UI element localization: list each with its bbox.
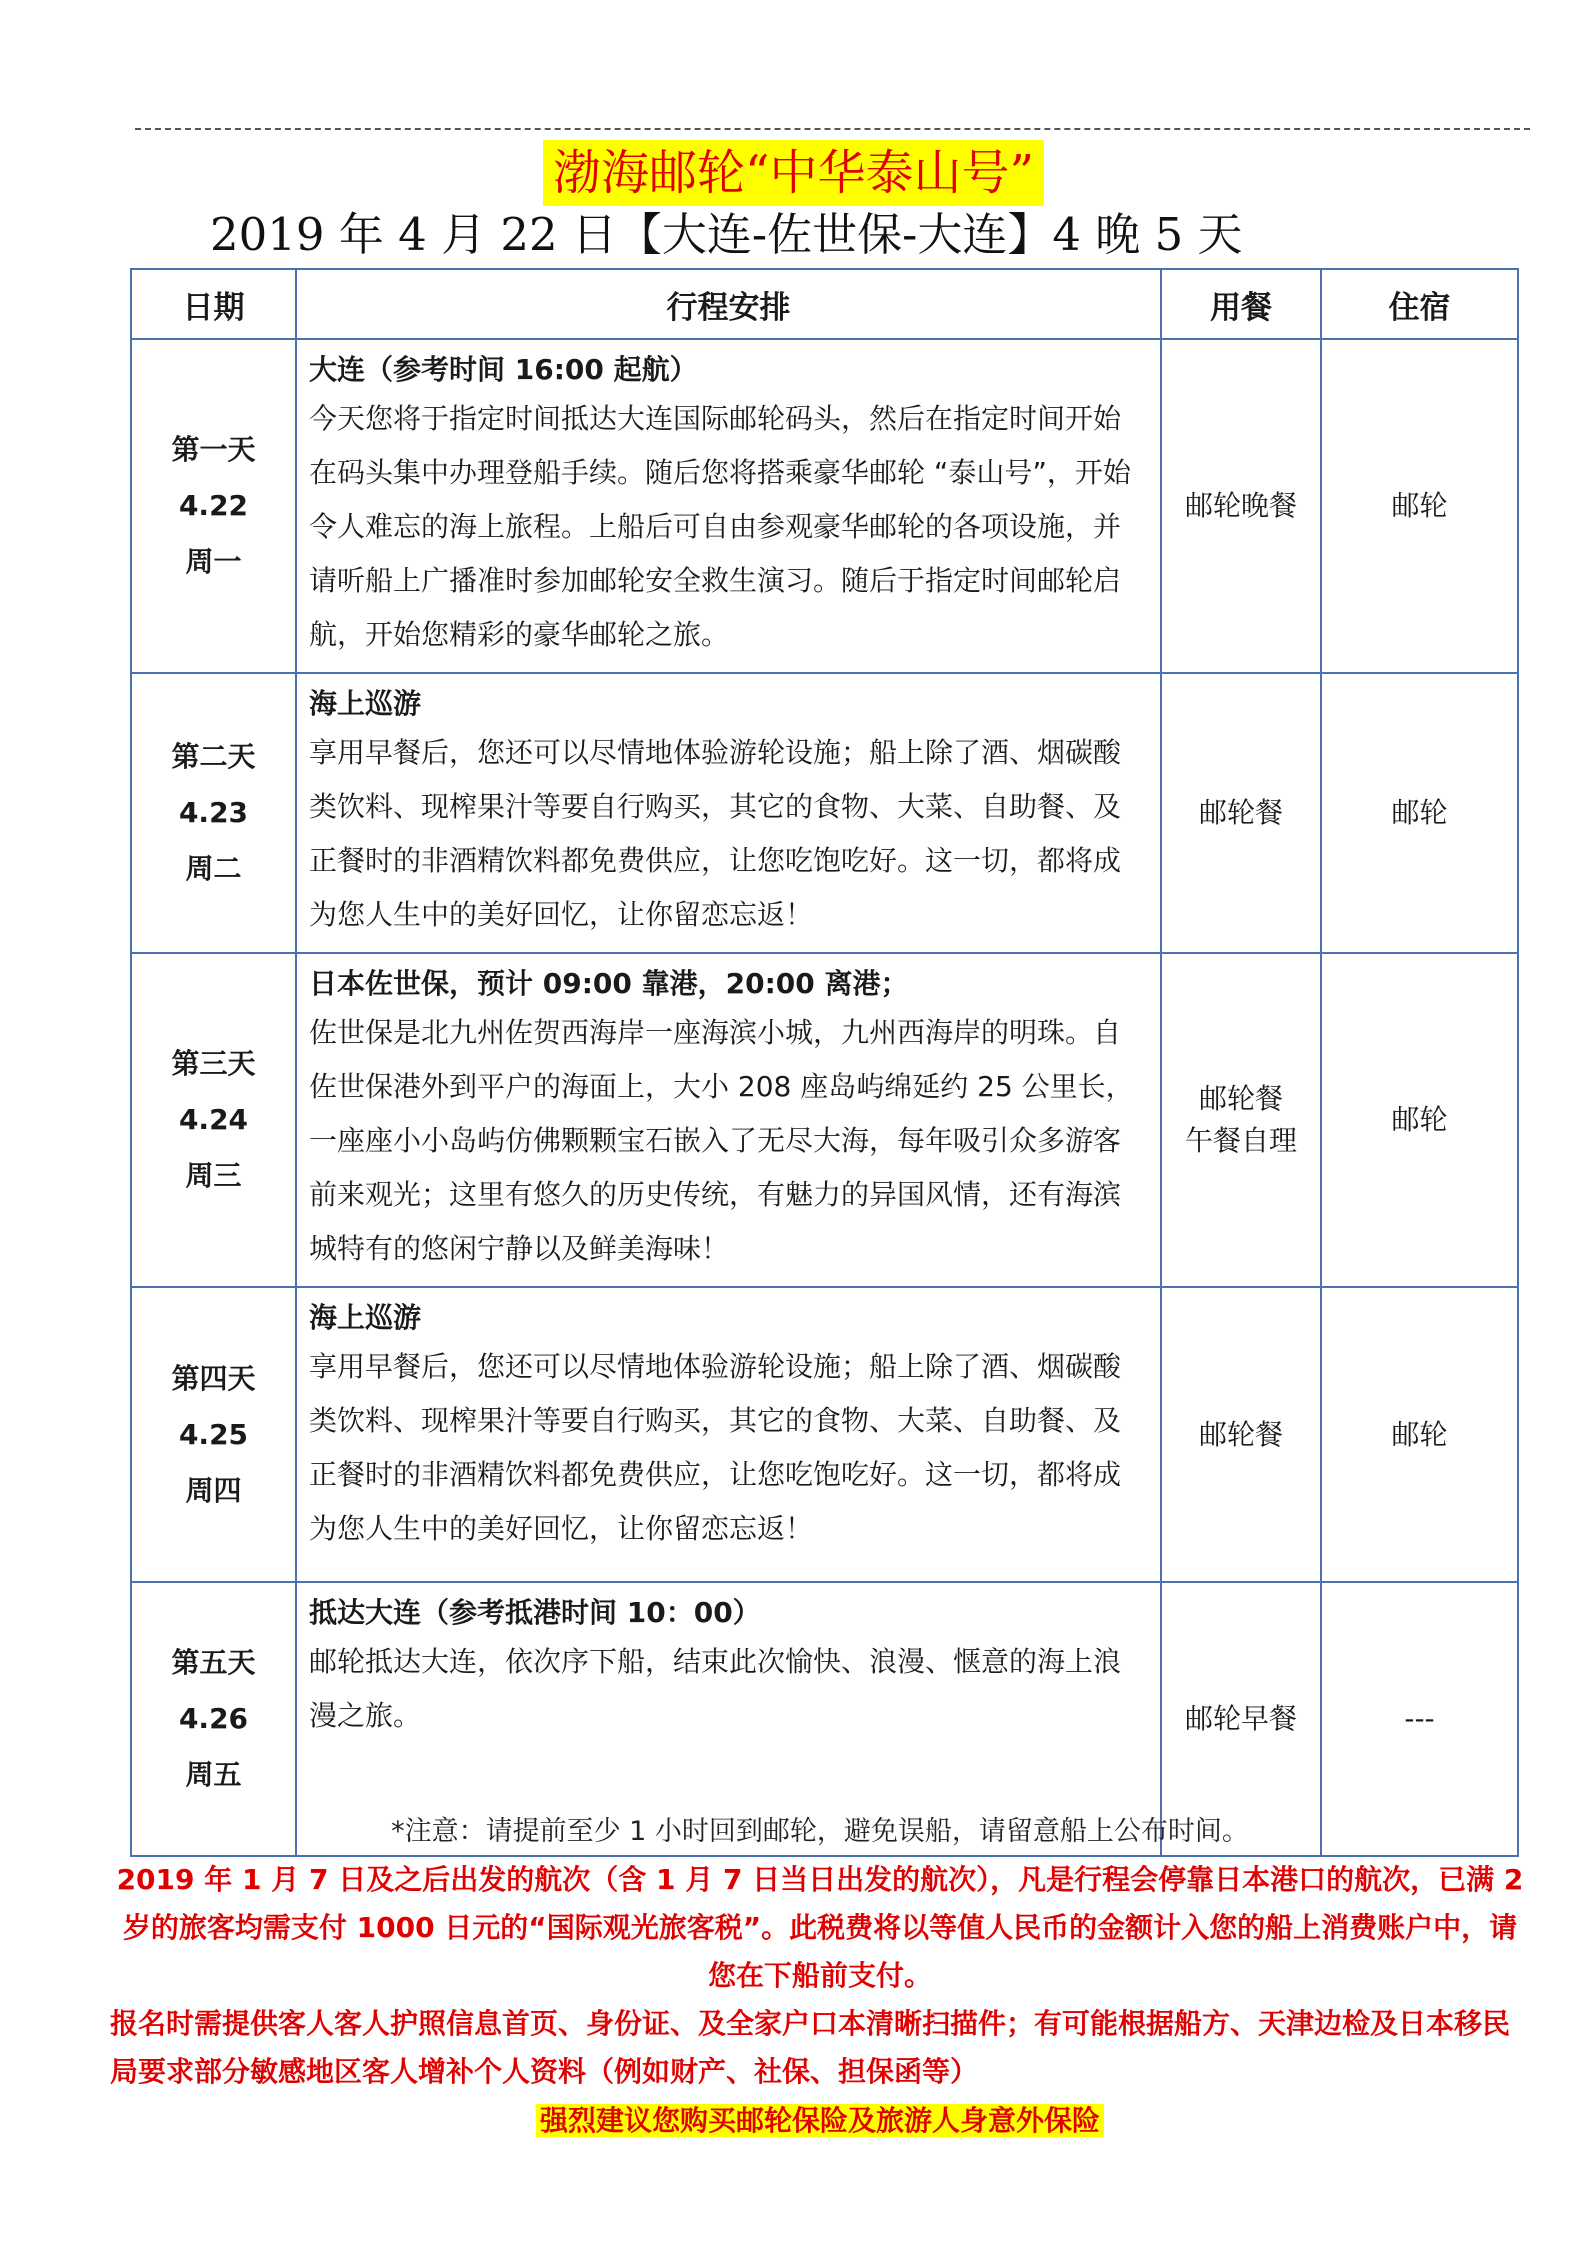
itinerary-table bbox=[130, 268, 1519, 1857]
plan-cell bbox=[296, 673, 1161, 953]
day-date: 4.25 bbox=[178, 1417, 249, 1451]
meal-cell bbox=[1161, 673, 1321, 953]
day-label: 第五天 bbox=[171, 1646, 256, 1679]
day-weekday: 周一 bbox=[185, 545, 242, 578]
meal-text: 邮轮晚餐 bbox=[1184, 489, 1297, 522]
day-weekday: 周三 bbox=[185, 1159, 242, 1192]
table-row bbox=[131, 673, 1518, 953]
day-cell bbox=[131, 953, 296, 1287]
table-header-row bbox=[131, 269, 1518, 339]
day-label: 第一天 bbox=[171, 433, 256, 466]
day-cell bbox=[131, 673, 296, 953]
plan-body: 享用早餐后，您还可以尽情地体验游轮设施；船上除了酒、烟碳酸类饮料、现榨果汁等要自行购买，其它的食物、大菜、自助餐、及正餐时的非酒精饮料都免费供应，让您吃饱吃好。这一切，都将成为您人生中的美好回忆，让你留恋忘返！ bbox=[309, 1350, 1122, 1545]
stay-cell: 邮轮 bbox=[1321, 339, 1518, 673]
plan-cell bbox=[296, 339, 1161, 673]
stay-cell: 邮轮 bbox=[1321, 953, 1518, 1287]
plan-heading: 抵达大连（参考抵港时间 10：00） bbox=[309, 1596, 761, 1629]
day-date: 4.22 bbox=[178, 489, 249, 522]
page-subtitle: 2019 年 4 月 22 日【大连-佐世保-大连】4 晚 5 天 bbox=[210, 208, 1243, 261]
page-title: 渤海邮轮“中华泰山号” bbox=[543, 140, 1044, 206]
title-block bbox=[0, 140, 1587, 206]
plan-body: 佐世保是北九州佐贺西海岸一座海滨小城，九州西海岸的明珠。自佐世保港外到平户的海面上，大小 208 座岛屿绵延约 25 公里长，一座座小小岛屿仿佛颗颗宝石嵌入了无尽大海，每年吸引众多游客前来观光；这里有悠久的历史传统，有魅力的异国风情，还有海滨城特有的悠闲宁静以及鲜美海味！ bbox=[309, 1016, 1134, 1265]
plan-body: 今天您将于指定时间抵达大连国际邮轮码头，然后在指定时间开始在码头集中办理登船手续。随后您将搭乘豪华邮轮 “泰山号”，开始令人难忘的海上旅程。上船后可自由参观豪华邮轮的各项设施，并请听船上广播准时参加邮轮安全救生演习。随后于指定时间邮轮启航，开始您精彩的豪华邮轮之旅。 bbox=[309, 402, 1131, 651]
day-weekday: 周二 bbox=[185, 852, 242, 885]
meal-cell bbox=[1161, 339, 1321, 673]
day-label: 第二天 bbox=[171, 740, 256, 773]
header-meal: 用餐 bbox=[1161, 269, 1321, 339]
stay-cell: --- bbox=[1321, 1582, 1518, 1856]
plan-body: 邮轮抵达大连，依次序下船，结束此次愉快、浪漫、惬意的海上浪漫之旅。 bbox=[309, 1645, 1122, 1732]
day-date: 4.24 bbox=[178, 1103, 249, 1136]
header-date: 日期 bbox=[131, 269, 296, 339]
table-row bbox=[131, 953, 1518, 1287]
plan-heading: 海上巡游 bbox=[309, 1301, 422, 1334]
plan-body: 享用早餐后，您还可以尽情地体验游轮设施；船上除了酒、烟碳酸类饮料、现榨果汁等要自行购买，其它的食物、大菜、自助餐、及正餐时的非酒精饮料都免费供应，让您吃饱吃好。这一切，都将成为您人生中的美好回忆，让你留恋忘返！ bbox=[309, 736, 1122, 931]
header-stay: 住宿 bbox=[1321, 269, 1518, 339]
plan-cell bbox=[296, 1287, 1161, 1582]
stay-cell: 邮轮 bbox=[1321, 673, 1518, 953]
header-plan: 行程安排 bbox=[296, 269, 1161, 339]
day-cell bbox=[131, 1287, 296, 1582]
dashed-divider bbox=[135, 128, 1530, 130]
documents-notice: 报名时需提供客人客人护照信息首页、身份证、及全家户口本清晰扫描件；有可能根据船方、天津边检及日本移民局要求部分敏感地区客人增补个人资料（例如财产、社保、担保函等） bbox=[110, 2007, 1511, 2088]
plan-heading: 日本佐世保，预计 09:00 靠港，20:00 离港； bbox=[309, 967, 909, 1000]
day-date: 4.23 bbox=[178, 796, 249, 829]
meal-text: 邮轮餐 bbox=[1198, 1082, 1283, 1115]
plan-cell bbox=[296, 953, 1161, 1287]
day-date: 4.26 bbox=[178, 1702, 249, 1735]
stay-cell: 邮轮 bbox=[1321, 1287, 1518, 1582]
table-row bbox=[131, 1287, 1518, 1582]
day-cell bbox=[131, 339, 296, 673]
day-label: 第四天 bbox=[171, 1361, 256, 1395]
plan-heading: 海上巡游 bbox=[309, 687, 422, 720]
plan-heading: 大连（参考时间 16:00 起航） bbox=[309, 353, 698, 386]
notes-section bbox=[110, 1808, 1530, 2144]
meal-cell bbox=[1161, 1287, 1321, 1582]
meal-note: 午餐自理 bbox=[1184, 1124, 1297, 1157]
day-label: 第三天 bbox=[171, 1047, 256, 1080]
insurance-block bbox=[110, 2098, 1530, 2144]
return-notice: *注意：请提前至少 1 小时回到邮轮，避免误船，请留意船上公布时间。 bbox=[391, 1816, 1249, 1847]
meal-cell bbox=[1161, 953, 1321, 1287]
day-weekday: 周五 bbox=[185, 1758, 242, 1791]
meal-text: 邮轮餐 bbox=[1198, 1417, 1283, 1451]
insurance-notice: 强烈建议您购买邮轮保险及旅游人身意外保险 bbox=[536, 2104, 1104, 2137]
day-weekday: 周四 bbox=[185, 1473, 242, 1507]
meal-text: 邮轮早餐 bbox=[1184, 1702, 1297, 1735]
tax-notice: 2019 年 1 月 7 日及之后出发的航次（含 1 月 7 日当日出发的航次），凡是行程会停靠日本港口的航次，已满 2 岁的旅客均需支付 1000 日元的“国际观光旅客税”。此税费将以等值人民币的金额计入您的船上消费账户中，请您在下船前支付。 bbox=[116, 1863, 1524, 1992]
table-row bbox=[131, 339, 1518, 673]
meal-text: 邮轮餐 bbox=[1198, 796, 1283, 829]
